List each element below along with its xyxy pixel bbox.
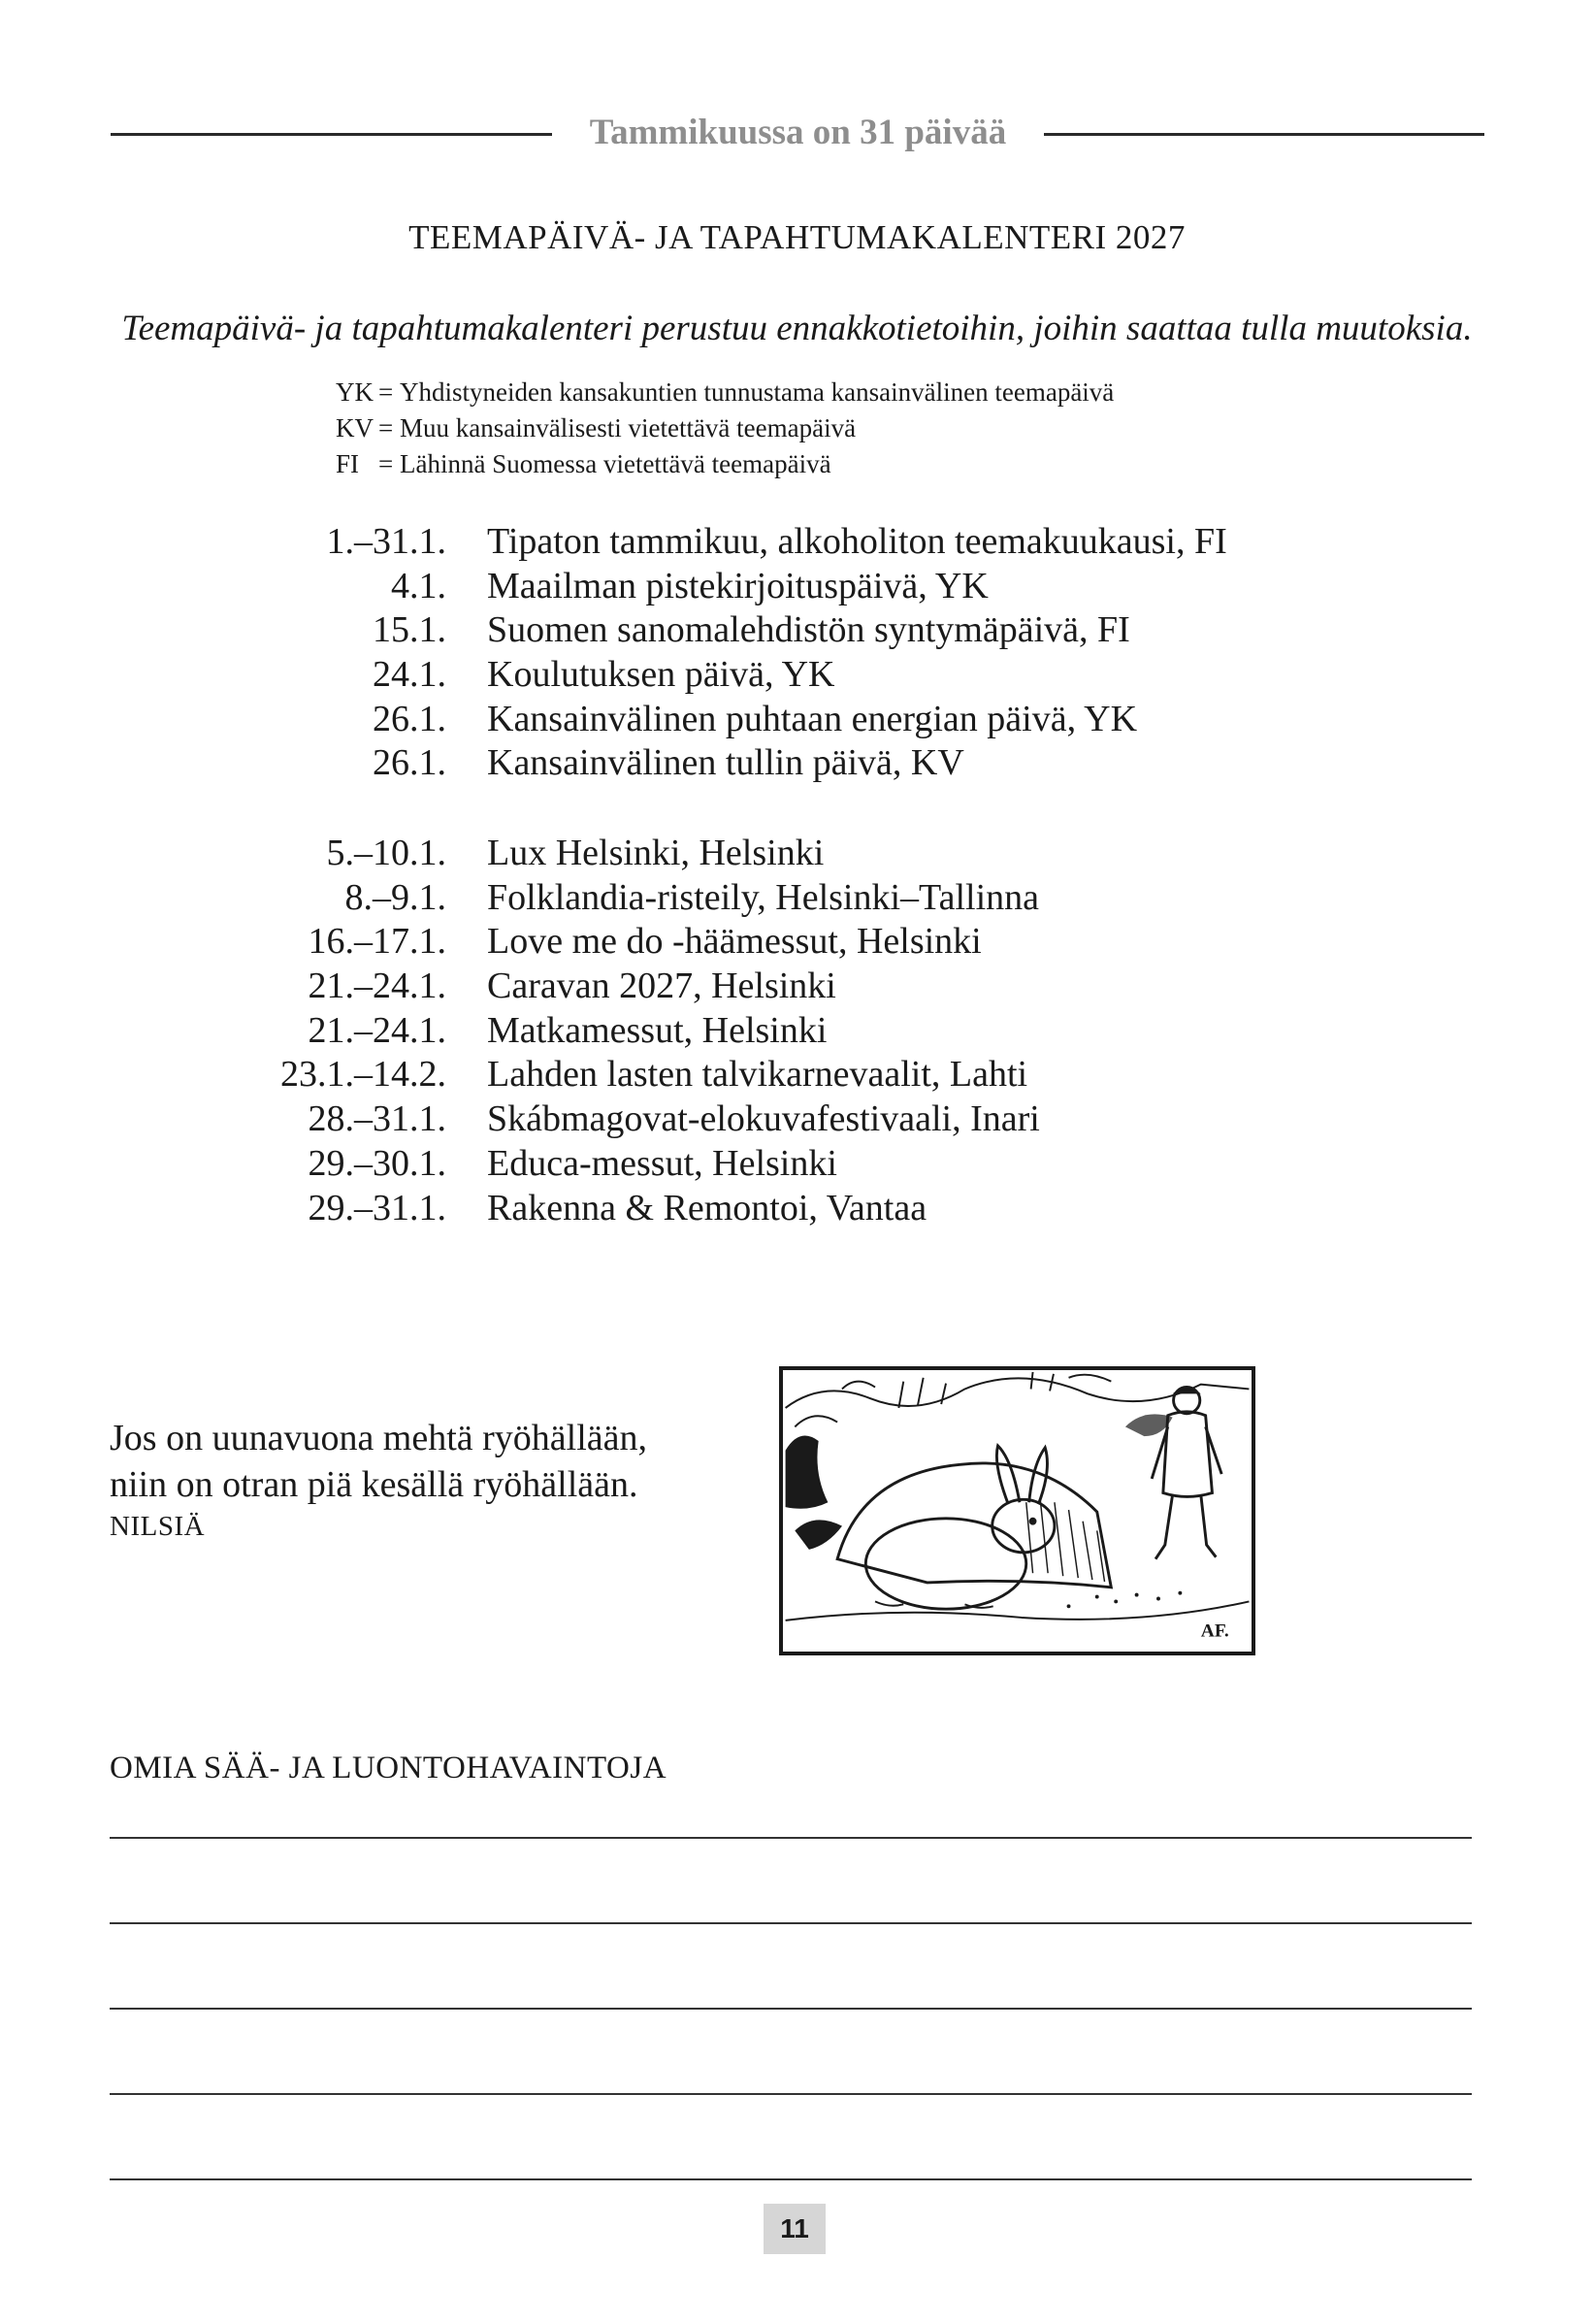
item-date: 15.1. bbox=[373, 609, 446, 651]
artist-signature: AF. bbox=[1200, 1620, 1229, 1642]
abbreviation-legend bbox=[336, 375, 1114, 482]
saying-place: NILSIÄ bbox=[110, 1511, 206, 1542]
header-title: Tammikuussa on 31 päivää bbox=[589, 113, 1007, 152]
list-item bbox=[194, 1187, 1455, 1231]
item-date: 26.1. bbox=[373, 742, 446, 784]
legend-abbr: YK bbox=[336, 377, 374, 407]
item-name: Maailman pistekirjoituspäivä, YK bbox=[487, 565, 989, 606]
header-rule-left bbox=[111, 133, 552, 136]
winter-scene-drawing bbox=[783, 1370, 1252, 1652]
item-date: 4.1. bbox=[391, 565, 446, 606]
saying-line: Jos on uunavuona mehtä ryöhällään, bbox=[110, 1418, 648, 1458]
list-item bbox=[194, 698, 1455, 742]
item-date: 21.–24.1. bbox=[308, 966, 446, 1007]
item-name: Kansainvälinen puhtaan energian päivä, YK bbox=[487, 698, 1138, 739]
list-item bbox=[194, 608, 1455, 653]
item-date: 16.–17.1. bbox=[308, 921, 446, 963]
legend-equals: = bbox=[378, 449, 394, 478]
weather-saying bbox=[110, 1415, 647, 1545]
item-date: 8.–9.1. bbox=[344, 876, 446, 918]
item-name: Skábmagovat-elokuvafestivaali, Inari bbox=[487, 1098, 1040, 1140]
item-name: Educa-messut, Helsinki bbox=[487, 1142, 837, 1184]
legend-row bbox=[336, 375, 1114, 410]
calendar-intro: Teemapäivä- ja tapahtumakalenteri perustuu ennakkotietoihin, joihin saattaa tulla muutoksia. bbox=[121, 309, 1473, 348]
list-item bbox=[194, 653, 1455, 698]
list-item bbox=[194, 520, 1455, 565]
list-item bbox=[194, 741, 1455, 786]
item-date: 21.–24.1. bbox=[308, 1009, 446, 1051]
item-name: Caravan 2027, Helsinki bbox=[487, 966, 836, 1007]
item-date: 29.–31.1. bbox=[308, 1187, 446, 1228]
list-item bbox=[194, 565, 1455, 609]
list-item bbox=[194, 920, 1455, 965]
theme-day-list bbox=[194, 520, 1455, 786]
list-item bbox=[194, 965, 1455, 1009]
list-item bbox=[194, 1009, 1455, 1054]
event-list bbox=[194, 832, 1455, 1230]
item-name: Love me do -häämessut, Helsinki bbox=[487, 921, 982, 963]
item-date: 26.1. bbox=[373, 698, 446, 739]
legend-equals: = bbox=[378, 413, 394, 442]
legend-abbr: FI bbox=[336, 449, 360, 478]
item-name: Koulutuksen päivä, YK bbox=[487, 654, 835, 696]
item-name: Tipaton tammikuu, alkoholiton teemakuukausi, FI bbox=[487, 521, 1227, 562]
item-date: 28.–31.1. bbox=[308, 1098, 446, 1140]
item-name: Lahden lasten talvikarnevaalit, Lahti bbox=[487, 1054, 1028, 1096]
page-header bbox=[111, 109, 1484, 157]
item-date: 24.1. bbox=[373, 654, 446, 696]
item-name: Suomen sanomalehdistön syntymäpäivä, FI bbox=[487, 609, 1130, 651]
list-item bbox=[194, 832, 1455, 876]
list-item bbox=[194, 876, 1455, 921]
list-item bbox=[194, 1142, 1455, 1187]
saying-line: niin on otran piä kesällä ryöhällään. bbox=[110, 1464, 638, 1505]
page-number: 11 bbox=[764, 2204, 826, 2254]
item-date: 1.–31.1. bbox=[326, 521, 446, 562]
item-date: 23.1.–14.2. bbox=[280, 1054, 446, 1096]
item-name: Lux Helsinki, Helsinki bbox=[487, 833, 825, 873]
hare-illustration bbox=[779, 1366, 1255, 1655]
list-item bbox=[194, 1053, 1455, 1097]
writing-line[interactable] bbox=[110, 1922, 1472, 1924]
item-date: 29.–30.1. bbox=[308, 1142, 446, 1184]
item-name: Kansainvälinen tullin päivä, KV bbox=[487, 742, 964, 784]
legend-text: Muu kansainvälisesti vietettävä teemapäivä bbox=[400, 413, 857, 442]
header-rule-right bbox=[1044, 133, 1484, 136]
writing-line[interactable] bbox=[110, 2008, 1472, 2010]
notes-title: OMIA SÄÄ- JA LUONTOHAVAINTOJA bbox=[110, 1751, 667, 1785]
legend-equals: = bbox=[378, 377, 394, 407]
writing-line[interactable] bbox=[110, 2093, 1472, 2095]
legend-text: Lähinnä Suomessa vietettävä teemapäivä bbox=[400, 449, 831, 478]
list-item bbox=[194, 1097, 1455, 1142]
legend-abbr: KV bbox=[336, 413, 374, 442]
item-name: Folklandia-risteily, Helsinki–Tallinna bbox=[487, 876, 1039, 918]
item-name: Matkamessut, Helsinki bbox=[487, 1009, 828, 1051]
calendar-title: TEEMAPÄIVÄ- JA TAPAHTUMAKALENTERI 2027 bbox=[408, 218, 1186, 256]
legend-row bbox=[336, 446, 1114, 482]
legend-row bbox=[336, 410, 1114, 446]
item-name: Rakenna & Remontoi, Vantaa bbox=[487, 1187, 927, 1228]
writing-line[interactable] bbox=[110, 2178, 1472, 2180]
writing-line[interactable] bbox=[110, 1837, 1472, 1839]
legend-text: Yhdistyneiden kansakuntien tunnustama kansainvälinen teemapäivä bbox=[400, 377, 1115, 407]
item-date: 5.–10.1. bbox=[326, 833, 446, 873]
